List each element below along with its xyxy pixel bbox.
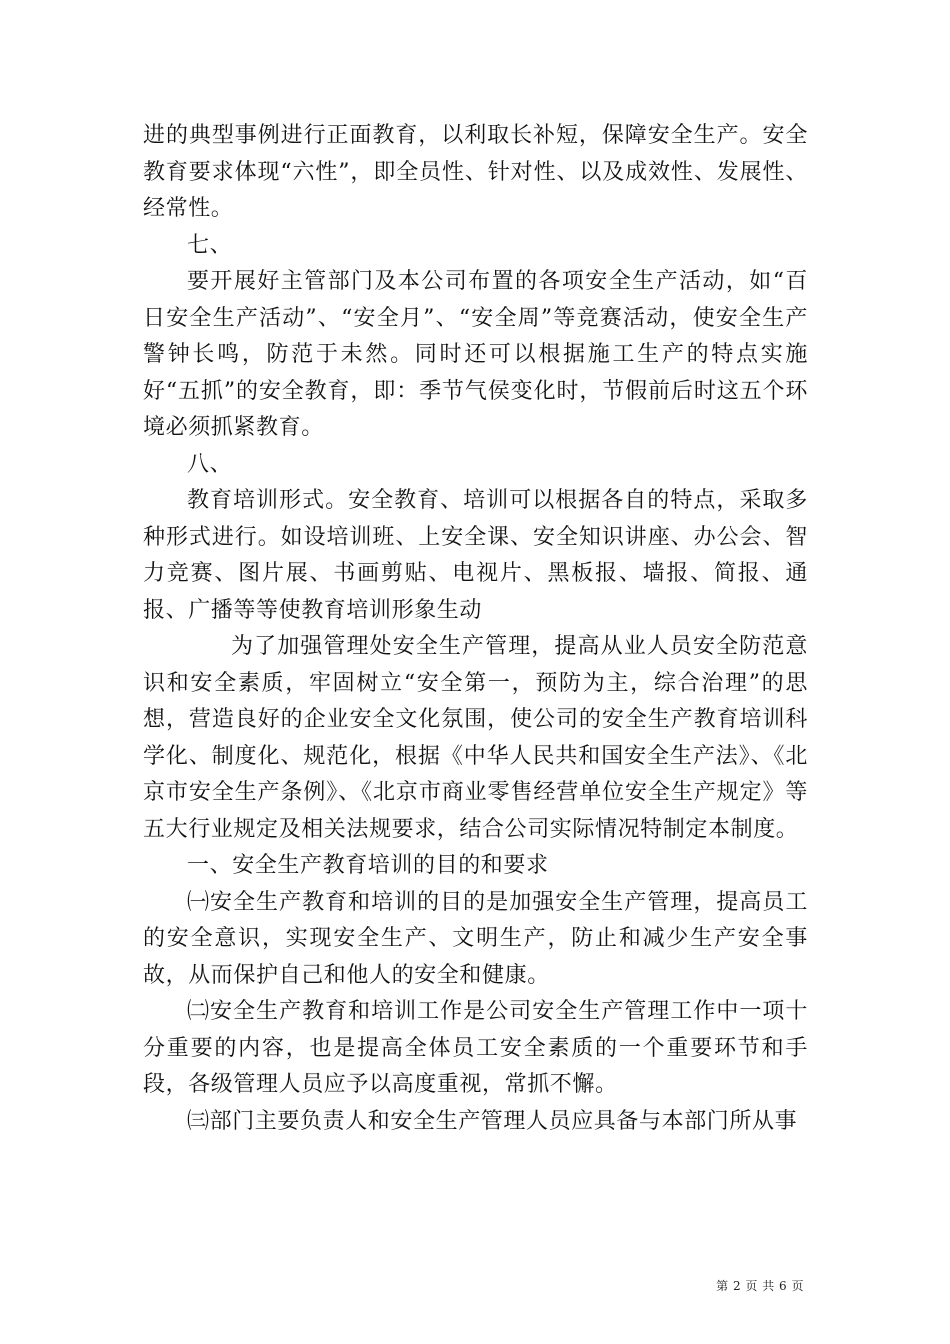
paragraph-continuation: 进的典型事例进行正面教育，以利取长补短，保障安全生产。安全教育要求体现“六性”，即全员性、针对性、以及成效性、发展性、经常性。: [143, 123, 808, 221]
section-heading-one: 一、安全生产教育培训的目的和要求: [187, 853, 549, 878]
section-number-eight: 八、: [187, 451, 233, 477]
paragraph-activities: 要开展好主管部门及本公司布置的各项安全生产活动，如“百日安全生产活动”、“安全月”、“安全周”等竞赛活动，使安全生产警钟长鸣，防范于未然。同时还可以根据施工生产的特点实施好“五抓”的安全教育，即：季节气侯变化时，节假前后时这五个环境必须抓紧教育。: [143, 269, 808, 440]
document-body: [143, 118, 808, 1140]
paragraph-purpose-intro: 为了加强管理处安全生产管理，提高从业人员安全防范意识和安全素质，牢固树立“安全第一，预防为主，综合治理”的思想，营造良好的企业安全文化氛围，使公司的安全生产教育培训科学化、制度化、规范化，根据《中华人民共和国安全生产法》、《北京市安全生产条例》、《北京市商业零售经营单位安全生产规定》等五大行业规定及相关法规要求，结合公司实际情况特制定本制度。: [143, 634, 808, 842]
paragraph-item-1: ㈠安全生产教育和培训的目的是加强安全生产管理，提高员工的安全意识，实现安全生产、文明生产，防止和减少生产安全事故，从而保护自己和他人的安全和健康。: [143, 889, 808, 988]
page-number-footer: 第 2 页 共 6 页: [716, 1279, 804, 1293]
section-number-seven: 七、: [187, 232, 233, 258]
paragraph-training-forms: 教育培训形式。安全教育、培训可以根据各自的特点，采取多种形式进行。如设培训班、上安全课、安全知识讲座、办公会、智力竞赛、图片展、书画剪贴、电视片、黑板报、墙报、简报、通报、广播等等使教育培训形象生动: [143, 488, 808, 623]
paragraph-item-2: ㈡安全生产教育和培训工作是公司安全生产管理工作中一项十分重要的内容，也是提高全体员工安全素质的一个重要环节和手段，各级管理人员应予以高度重视，常抓不懈。: [143, 999, 808, 1097]
paragraph-item-3: ㈢部门主要负责人和安全生产管理人员应具备与本部门所从事: [187, 1108, 798, 1134]
